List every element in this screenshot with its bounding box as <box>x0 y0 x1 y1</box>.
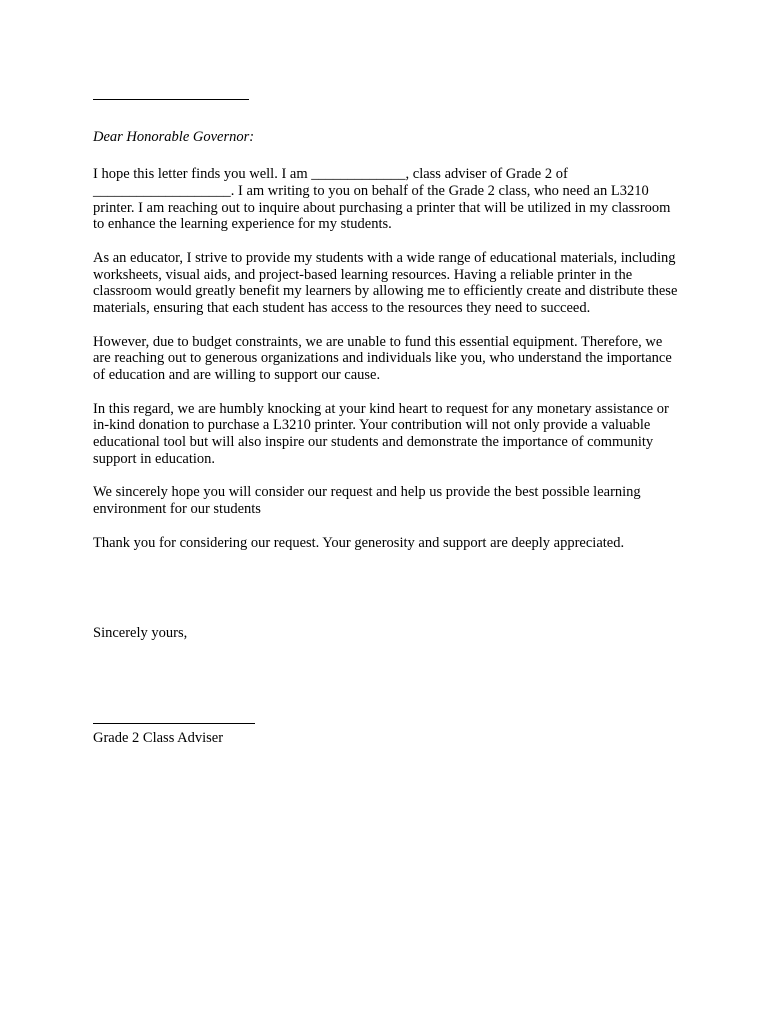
paragraph-educator: As an educator, I strive to provide my students with a wide range of educational materials, including worksheets, visual aids, and project-based learning resources. Having a reliable printer in the classroom would greatly benefit my learners by allowing me to efficiently create and distribute these materials, ensuring that each student has access to the resources they need to succeed. <box>93 249 678 317</box>
paragraph-request: In this regard, we are humbly knocking at your kind heart to request for any monetary assistance or in-kind donation to purchase a L3210 printer. Your contribution will not only provide a valuable educational tool but will also inspire our students and demonstrate the importance of community support in education. <box>93 400 669 467</box>
signature-line <box>93 723 255 724</box>
paragraph-intro: I hope this letter finds you well. I am _____________, class adviser of Grade 2 of ___________________. I am writing to you on behalf of the Grade 2 class, who need an L3210 printer. I am reaching out to inquire about purchasing a printer that will be utilized in my classroom to enhance the learning experience for my students. <box>93 166 671 233</box>
signatory-title: Grade 2 Class Adviser <box>93 730 224 746</box>
letter-body <box>93 166 683 568</box>
salutation: Dear Honorable Governor: <box>93 129 255 145</box>
closing: Sincerely yours, <box>93 625 188 641</box>
date-blank-line <box>93 99 249 100</box>
paragraph-budget: However, due to budget constraints, we are unable to fund this essential equipment. Therefore, we are reaching out to generous organizations and individuals like you, who understand the importance of education and are willing to support our cause. <box>93 333 672 384</box>
paragraph-hope: We sincerely hope you will consider our request and help us provide the best possible learning environment for our students <box>93 484 641 518</box>
paragraph-thanks: Thank you for considering our request. Your generosity and support are deeply appreciated. <box>93 534 625 551</box>
